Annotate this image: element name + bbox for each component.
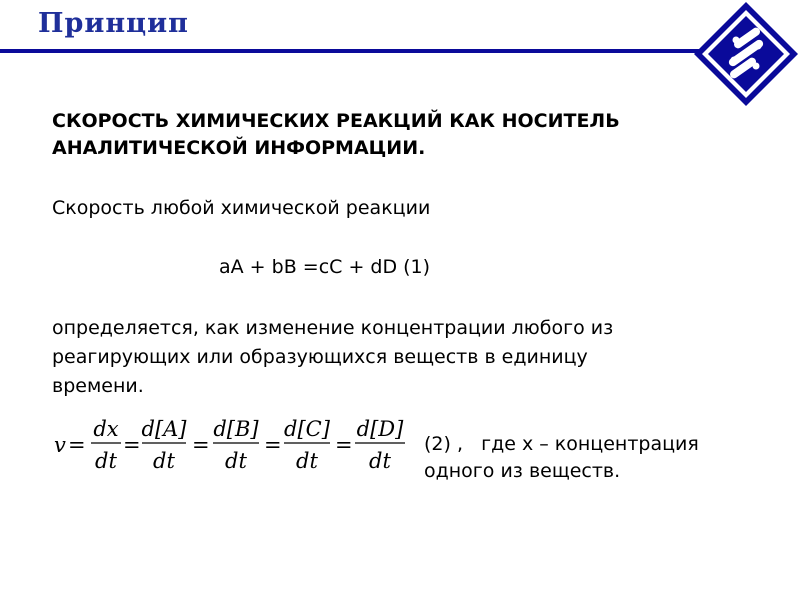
- formula-equals: =: [192, 433, 210, 457]
- fraction-numerator: d[A]: [141, 417, 187, 441]
- description-text: [52, 314, 732, 401]
- description-line-3: времени.: [52, 375, 144, 397]
- heading-line-2: АНАЛИТИЧЕСКОЙ ИНФОРМАЦИИ.: [52, 137, 426, 159]
- description-line-1: определяется, как изменение концентрации любого из: [52, 317, 614, 339]
- company-logo-icon: [692, 0, 800, 108]
- fraction-denominator: dt: [369, 449, 391, 473]
- title-underline: [0, 49, 705, 53]
- fraction-numerator: d[B]: [213, 417, 259, 441]
- slide-title: Принцип: [38, 8, 189, 39]
- fraction-numerator: d[C]: [284, 417, 330, 441]
- heading-line-1: СКОРОСТЬ ХИМИЧЕСКИХ РЕАКЦИЙ КАК НОСИТЕЛЬ: [52, 110, 620, 132]
- reaction-equation: aA + bB =cC + dD (1): [219, 256, 431, 278]
- description-line-2: реагирующих или образующихся веществ в единицу: [52, 346, 588, 368]
- fraction-denominator: dt: [153, 449, 175, 473]
- formula-equals: =: [264, 433, 282, 457]
- note-line-2: одного из веществ.: [424, 460, 621, 482]
- formula-equals: =: [335, 433, 353, 457]
- formula-equals: =: [123, 433, 141, 457]
- fraction-denominator: dt: [95, 449, 117, 473]
- fraction-denominator: dt: [296, 449, 318, 473]
- fraction-numerator: dx: [93, 417, 119, 441]
- fraction-numerator: d[D]: [356, 417, 404, 441]
- formula-equals: =: [68, 433, 86, 457]
- slide-heading: [52, 108, 620, 162]
- note-line-1: (2) , где x – концентрация: [424, 433, 699, 455]
- formula-lhs: v: [54, 433, 66, 457]
- rate-formula: [50, 412, 410, 482]
- fraction-denominator: dt: [225, 449, 247, 473]
- intro-text: Скорость любой химической реакции: [52, 197, 431, 219]
- formula-note: [424, 431, 699, 485]
